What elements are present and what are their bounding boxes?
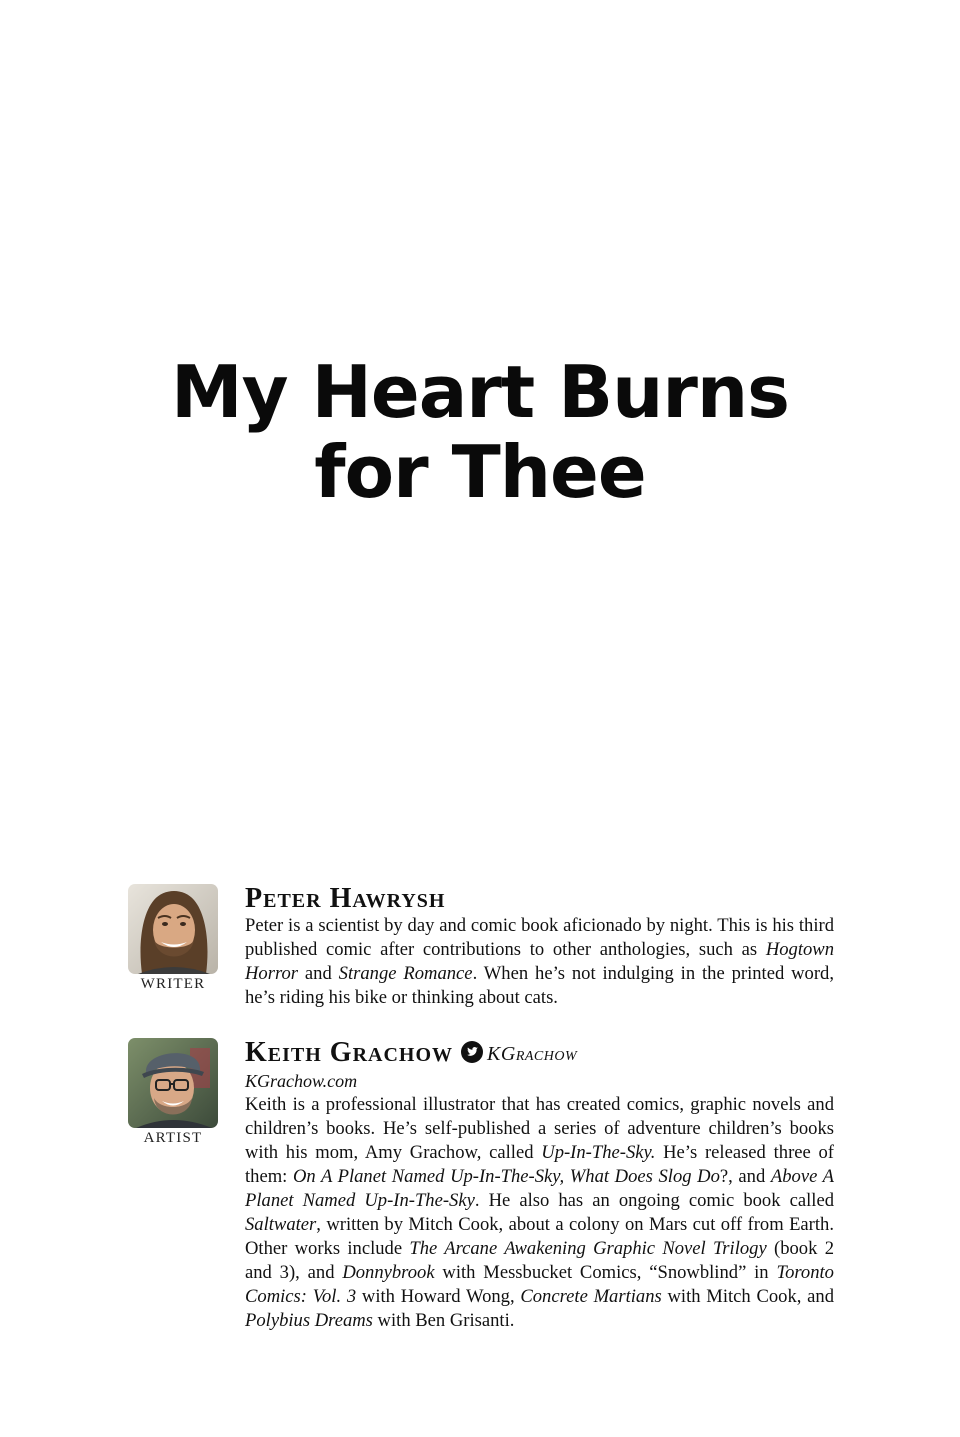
artist-text-column: [245, 1038, 834, 1333]
artist-photo: [128, 1038, 218, 1128]
artist-name-line: [245, 1038, 834, 1069]
writer-name: Peter Hawrysh: [245, 883, 446, 914]
writer-photo: [128, 884, 218, 974]
story-title: [0, 352, 960, 512]
title-line-2: for Thee: [314, 430, 646, 514]
twitter-icon: [461, 1041, 483, 1063]
artist-website-link[interactable]: KGrachow.com: [245, 1071, 358, 1091]
artist-name: Keith Grachow: [245, 1037, 454, 1068]
artist-role-label: ARTIST: [143, 1130, 203, 1146]
writer-bio-text: Peter is a scientist by day and comic book aficionado by night. This is his third published comic after contributions to other anthologies, such as Hogtown Horror and Strange Romance. When he’s not indulging in the printed word, he’s riding his bike or thinking about cats.: [245, 915, 834, 1008]
twitter-handle: KGrachow: [487, 1043, 578, 1065]
twitter-handle-link[interactable]: [461, 1039, 577, 1069]
artist-photo-column: [128, 1038, 218, 1147]
writer-photo-column: [128, 884, 218, 993]
title-line-1: My Heart Burns: [170, 350, 790, 434]
writer-text-column: [245, 884, 834, 1010]
artist-bio-text: Keith is a professional illustrator that has created comics, graphic novels and children’s books. He’s self-published a series of adventure children’s books with his mom, Amy Grachow, called Up-In-The-Sky. He’s released three of them: On A Planet Named Up-In-The-Sky, What Does Slog Do?, and Above A Planet Named Up-In-The-Sky. He also has an ongoing comic book called Saltwater, written by Mitch Cook, about a colony on Mars cut off from Earth. Other works include The Arcane Awakening Graphic Novel Trilogy (book 2 and 3), and Donnybrook with Messbucket Comics, “Snowblind” in Toronto Comics: Vol. 3 with Howard Wong, Concrete Martians with Mitch Cook, and Polybius Dreams with Ben Grisanti.: [245, 1094, 835, 1331]
writer-role-label: WRITER: [140, 976, 206, 992]
